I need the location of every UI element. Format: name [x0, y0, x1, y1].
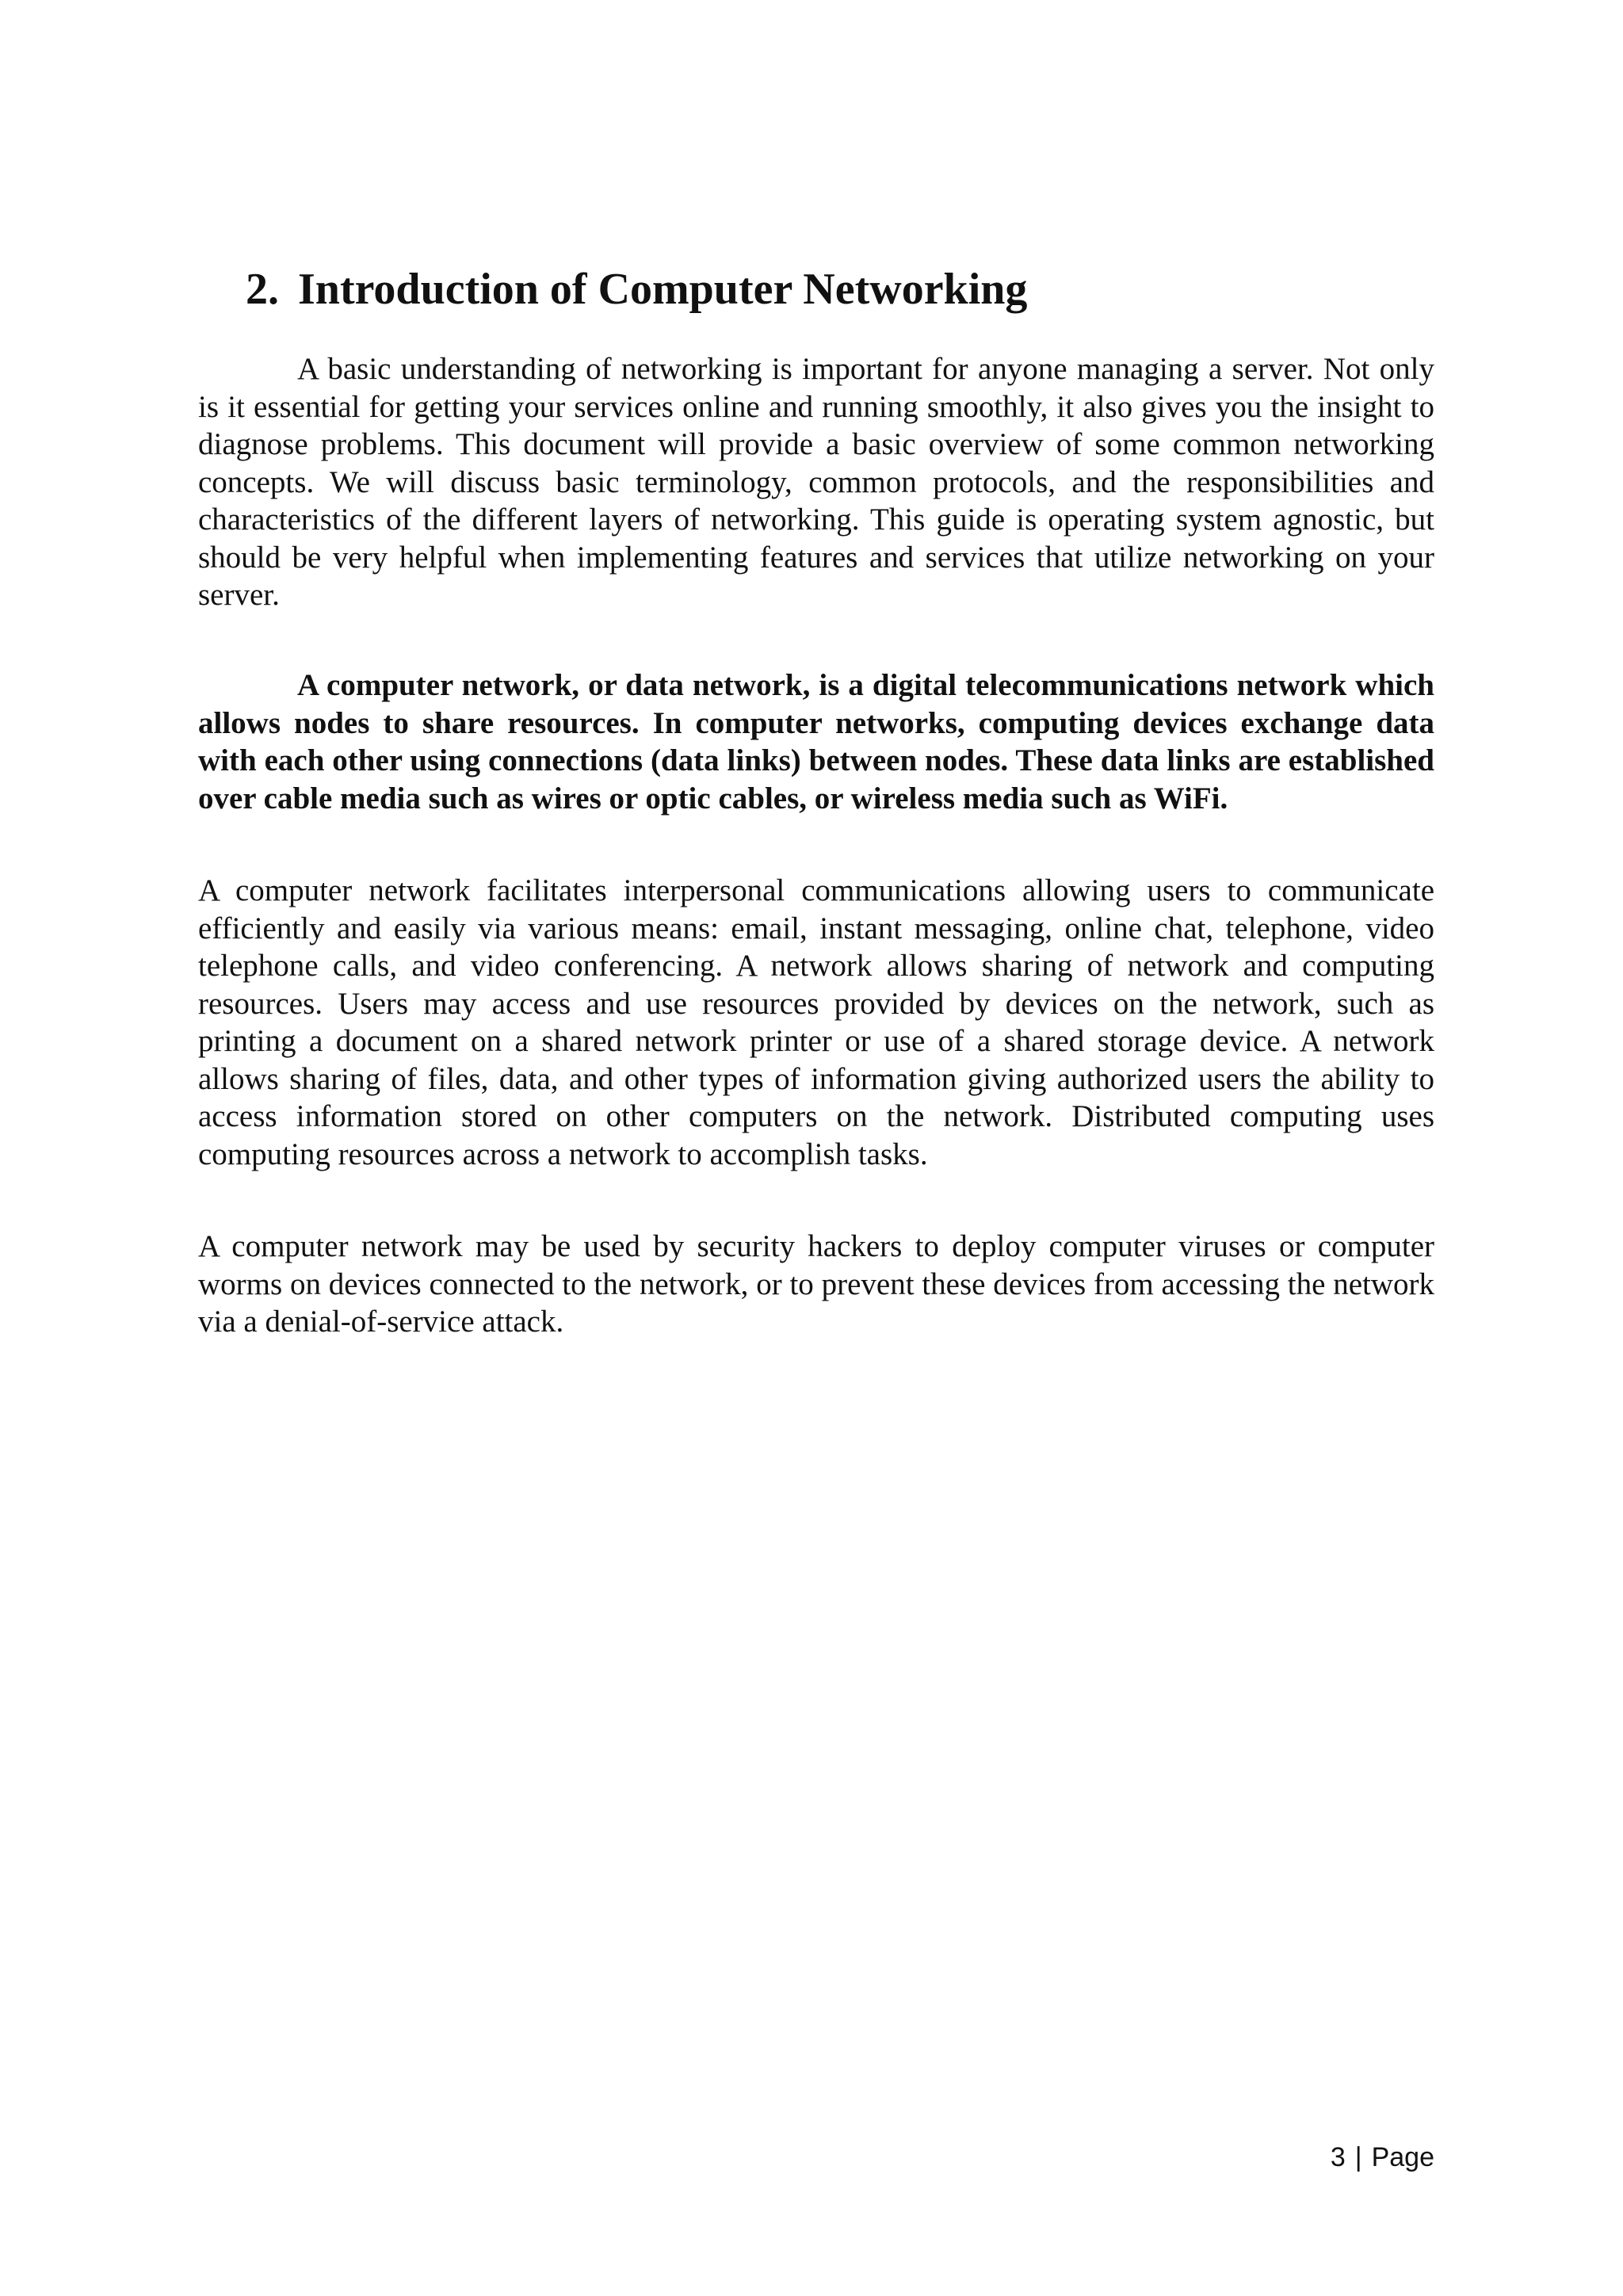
page-number: 3	[1330, 2142, 1346, 2172]
intro-paragraph: A basic understanding of networking is important for anyone managing a server. Not only is it essential for getting your services online and running smoothly, it also gives you the insight to diagnose problems. This document will provide a basic overview of some common networking concepts. We will discuss basic terminology, common protocols, and the responsibilities and characteristics of the different layers of networking. This guide is operating system agnostic, but should be very helpful when implementing features and services that utilize networking on your server.	[198, 352, 1434, 612]
footer-separator: |	[1354, 2142, 1362, 2172]
uses-paragraph: A computer network facilitates interpersonal communications allowing users to communicate efficiently and easily via various means: email, instant messaging, online chat, telephone, video telephone calls, and video conferencing. A network allows sharing of network and computing resources. Users may access and use resources provided by devices on the network, such as printing a document on a shared network printer or use of a shared storage device. A network allows sharing of files, data, and other types of information giving authorized users the ability to access information stored on other computers on the network. Distributed computing uses computing resources across a network to accomplish tasks.	[198, 873, 1434, 1171]
section-title: Introduction of Computer Networking	[298, 265, 1028, 314]
definition-paragraph: A computer network, or data network, is a digital telecommunications network which allows nodes to share resources. In computer networks, computing devices exchange data with each other using connections (data links) between nodes. These data links are established over cable media such as wires or optic cables, or wireless media such as WiFi.	[198, 668, 1434, 816]
section-number: 2.	[246, 265, 279, 314]
section-heading	[246, 262, 1027, 317]
page-label: Page	[1371, 2142, 1434, 2172]
security-paragraph: A computer network may be used by security hackers to deploy computer viruses or computer worms on devices connected to the network, or to prevent these devices from accessing the network via a denial-of-service attack.	[198, 1229, 1434, 1339]
page-footer	[1331, 2140, 1434, 2175]
